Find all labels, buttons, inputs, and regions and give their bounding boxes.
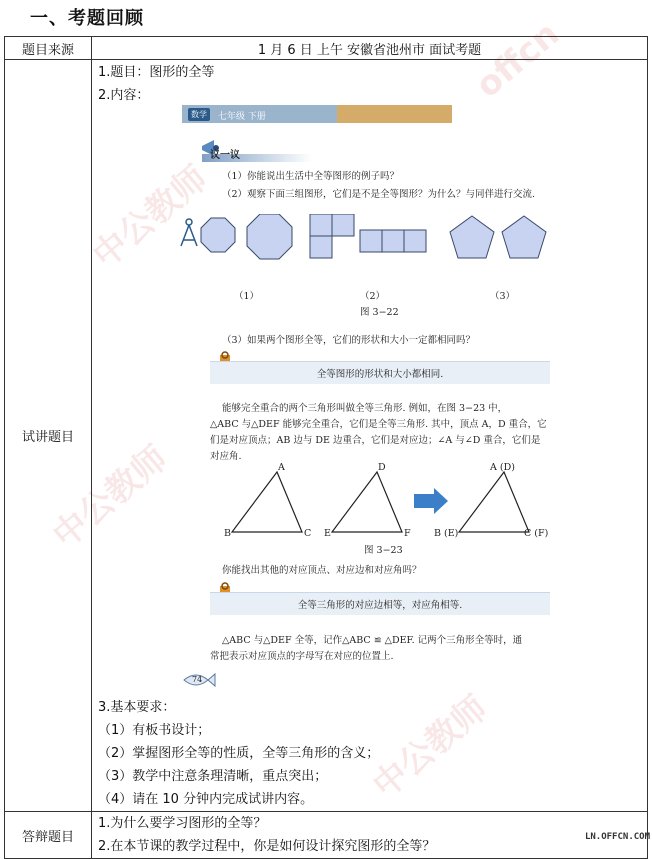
site-watermark: LN.OFFCN.COM (584, 832, 650, 842)
square-group-a (310, 214, 332, 236)
vertex-c: C (304, 528, 312, 539)
fig-label-2: （2） (360, 291, 386, 302)
triangle-overlap (459, 472, 529, 532)
requirement-item: （1）有板书设计； (98, 723, 211, 738)
vertex-d: D (378, 462, 386, 473)
triangle-def (332, 472, 402, 532)
watermark-text: 中公教师 (365, 688, 496, 807)
page-number: 74 (192, 675, 203, 684)
note-box-2: 全等三角形的对应边相等，对应角相等. (210, 592, 550, 615)
trial-label: 试讲题目 (5, 60, 92, 812)
question-3: （3）如果两个图形全等，它们的形状和大小一定都相同吗？ (222, 335, 476, 346)
small-octagon (201, 218, 235, 252)
requirements-label: 3.基本要求： (98, 700, 176, 715)
vertex-f: F (404, 528, 411, 539)
defense-label: 答辩题目 (5, 812, 92, 859)
requirement-item: （4）请在 10 分钟内完成试讲内容。 (98, 792, 314, 807)
triangle-abc (232, 472, 302, 532)
watermark-text: 中公教师 (85, 158, 216, 277)
figure-caption-1: 图 3−22 (360, 307, 399, 318)
source-label: 题目来源 (5, 37, 92, 60)
vertex-b: B (224, 528, 231, 539)
paragraph-line-1: 能够完全重合的两个三角形叫做全等三角形. 例如，在图 3−23 中， (222, 403, 508, 414)
textbook-page (92, 106, 642, 696)
pentagon-a (450, 216, 494, 258)
figure-3-23 (92, 468, 642, 538)
figure-3-22 (92, 214, 642, 274)
arrow-icon (414, 488, 448, 514)
paragraph-line-4: 对应角. (210, 451, 242, 462)
source-value: 1 月 6 日 上午 安徽省池州市 面试考题 (92, 37, 648, 60)
question-1: （1）你能说出生活中全等图形的例子吗？ (222, 171, 400, 182)
requirement-item: （2）掌握图形全等的性质，全等三角形的含义； (98, 746, 380, 761)
paragraph2-line-1: △ABC 与△DEF 全等，记作△ABC ≌ △DEF. 记两个三角形全等时，通 (222, 635, 523, 646)
vertex-cf: C (F) (524, 528, 549, 539)
defense-row (5, 812, 648, 859)
defense-content (92, 812, 648, 859)
defense-question: 2.在本节课的教学过程中，你是如何设计探究图形的全等？ (98, 839, 436, 854)
note-box-1: 全等图形的形状和大小都相同. (210, 361, 550, 384)
watermark-text: offcn (468, 14, 567, 106)
section-heading: 一、考题回顾 (30, 8, 144, 29)
trial-title: 1.题目：图形的全等 (98, 65, 215, 80)
fig-label-1: （1） (234, 291, 260, 302)
defense-question: 1.为什么要学习图形的全等？ (98, 816, 267, 831)
large-octagon (247, 214, 292, 259)
vertex-e: E (324, 528, 331, 539)
square-group-b (360, 230, 382, 252)
content-label: 2.内容： (98, 88, 150, 103)
exam-table (4, 36, 648, 859)
source-row (5, 37, 648, 60)
vertex-be: B (E) (434, 528, 459, 539)
watermark-text: 中公教师 (45, 438, 176, 557)
trial-row (5, 60, 648, 812)
banner-tag: 数学 (188, 108, 210, 121)
paragraph-line-2: △ABC 与△DEF 能够完全重合，它们是全等三角形. 其中，顶点 A，D 重合，它 (210, 419, 547, 430)
question-4: 你能找出其他的对应顶点、对应边和对应角吗？ (222, 565, 422, 576)
book-banner-accent (337, 105, 452, 123)
vertex-ad: A (D) (490, 462, 515, 473)
paragraph2-line-2: 常把表示对应顶点的字母写在对应的位置上. (210, 651, 394, 662)
trial-content (92, 60, 648, 812)
requirement-item: （3）教学中注意条理清晰，重点突出； (98, 769, 328, 784)
fig-label-3: （3） (490, 291, 516, 302)
paragraph-line-3: 们是对应顶点；AB 边与 DE 边重合，它们是对应边；∠A 与∠D 重合，它们是 (210, 435, 541, 446)
figure-caption-2: 图 3−23 (364, 545, 403, 556)
banner-text: 七年级 下册 (218, 112, 266, 122)
pentagon-b (502, 216, 546, 258)
question-2: （2）观察下面三组图形，它们是不是全等图形？为什么？与同伴进行交流. (222, 189, 536, 200)
section-title: 议一议 (210, 150, 240, 161)
vertex-a: A (278, 462, 285, 473)
